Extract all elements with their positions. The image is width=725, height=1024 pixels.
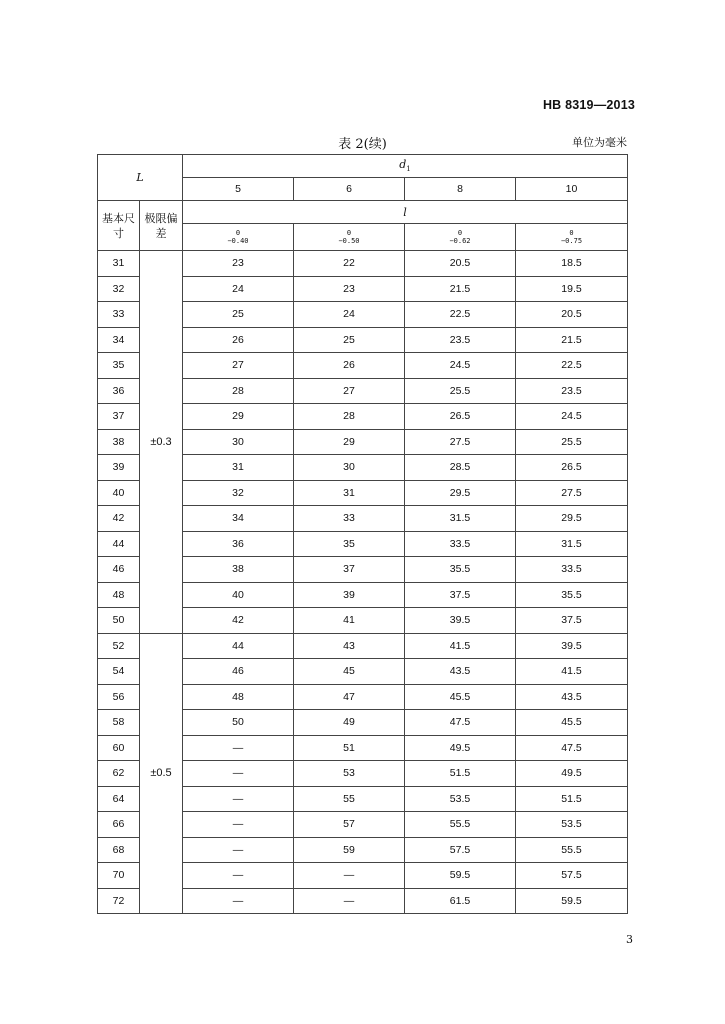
basic-size-cell: 54 <box>98 659 140 685</box>
l-value-cell: 21.5 <box>405 276 516 302</box>
l-value-cell: — <box>294 863 405 889</box>
l-value-cell: 29.5 <box>405 480 516 506</box>
tolerance-cell: 0 −0.75 <box>516 224 628 251</box>
l-value-cell: 18.5 <box>516 251 628 277</box>
header-d1: $d_1$ <box>183 155 628 178</box>
l-value-cell: 27.5 <box>516 480 628 506</box>
table-title: 表 2(续) <box>338 137 387 152</box>
l-value-cell: 45.5 <box>516 710 628 736</box>
l-value-cell: 53 <box>294 761 405 787</box>
l-value-cell: 20.5 <box>405 251 516 277</box>
l-value-cell: — <box>183 837 294 863</box>
l-value-cell: 49.5 <box>516 761 628 787</box>
l-value-cell: 43 <box>294 633 405 659</box>
l-value-cell: — <box>183 761 294 787</box>
l-value-cell: 27.5 <box>405 429 516 455</box>
l-value-cell: 33.5 <box>516 557 628 583</box>
basic-size-cell: 52 <box>98 633 140 659</box>
l-value-cell: — <box>183 888 294 914</box>
l-value-cell: 42 <box>183 608 294 634</box>
basic-size-cell: 68 <box>98 837 140 863</box>
l-value-cell: 57.5 <box>405 837 516 863</box>
l-value-cell: 55.5 <box>516 837 628 863</box>
l-value-cell: 29.5 <box>516 506 628 532</box>
l-value-cell: 24 <box>294 302 405 328</box>
basic-size-cell: 44 <box>98 531 140 557</box>
basic-size-cell: 34 <box>98 327 140 353</box>
l-value-cell: 30 <box>294 455 405 481</box>
header-limit-deviation: 极限偏差 <box>140 201 183 251</box>
l-value-cell: 44 <box>183 633 294 659</box>
l-value-cell: 51.5 <box>516 786 628 812</box>
unit-note: 单位为毫米 <box>572 136 627 149</box>
l-value-cell: 37.5 <box>405 582 516 608</box>
basic-size-cell: 48 <box>98 582 140 608</box>
l-value-cell: 45.5 <box>405 684 516 710</box>
l-value-cell: — <box>183 812 294 838</box>
l-value-cell: 28.5 <box>405 455 516 481</box>
l-value-cell: 39 <box>294 582 405 608</box>
l-value-cell: 57.5 <box>516 863 628 889</box>
limit-deviation-cell: ±0.3 <box>140 251 183 634</box>
l-value-cell: 30 <box>183 429 294 455</box>
l-value-cell: 46 <box>183 659 294 685</box>
l-value-cell: 22 <box>294 251 405 277</box>
l-value-cell: 39.5 <box>405 608 516 634</box>
page-number: 3 <box>626 933 633 946</box>
l-value-cell: 47.5 <box>405 710 516 736</box>
header-L: L <box>98 155 183 201</box>
l-value-cell: — <box>183 735 294 761</box>
dimension-table <box>97 154 628 914</box>
tolerance-cell: 0 −0.40 <box>183 224 294 251</box>
basic-size-cell: 46 <box>98 557 140 583</box>
l-value-cell: 47.5 <box>516 735 628 761</box>
l-value-cell: 19.5 <box>516 276 628 302</box>
basic-size-cell: 70 <box>98 863 140 889</box>
table-row <box>98 633 628 659</box>
d1-value: 8 <box>405 178 516 201</box>
l-value-cell: 27 <box>294 378 405 404</box>
l-value-cell: 26 <box>294 353 405 379</box>
l-value-cell: 41 <box>294 608 405 634</box>
d1-value: 6 <box>294 178 405 201</box>
l-value-cell: 37 <box>294 557 405 583</box>
l-value-cell: 59.5 <box>516 888 628 914</box>
basic-size-cell: 37 <box>98 404 140 430</box>
basic-size-cell: 72 <box>98 888 140 914</box>
l-value-cell: — <box>183 786 294 812</box>
l-value-cell: 28 <box>183 378 294 404</box>
l-value-cell: 25 <box>294 327 405 353</box>
basic-size-cell: 38 <box>98 429 140 455</box>
tolerance-cell: 0 −0.50 <box>294 224 405 251</box>
tolerance-cell: 0 −0.62 <box>405 224 516 251</box>
basic-size-cell: 62 <box>98 761 140 787</box>
l-value-cell: 23 <box>294 276 405 302</box>
l-value-cell: 39.5 <box>516 633 628 659</box>
l-value-cell: 28 <box>294 404 405 430</box>
l-value-cell: 23 <box>183 251 294 277</box>
l-value-cell: 37.5 <box>516 608 628 634</box>
basic-size-cell: 36 <box>98 378 140 404</box>
l-value-cell: 40 <box>183 582 294 608</box>
l-value-cell: 36 <box>183 531 294 557</box>
l-value-cell: 24.5 <box>516 404 628 430</box>
l-value-cell: 49 <box>294 710 405 736</box>
l-value-cell: 59.5 <box>405 863 516 889</box>
l-value-cell: 24.5 <box>405 353 516 379</box>
l-value-cell: 23.5 <box>516 378 628 404</box>
basic-size-cell: 33 <box>98 302 140 328</box>
l-value-cell: 38 <box>183 557 294 583</box>
l-value-cell: 31.5 <box>516 531 628 557</box>
l-value-cell: 25 <box>183 302 294 328</box>
basic-size-cell: 40 <box>98 480 140 506</box>
header-basic-size: 基本尺寸 <box>98 201 140 251</box>
basic-size-cell: 56 <box>98 684 140 710</box>
l-value-cell: 33.5 <box>405 531 516 557</box>
l-value-cell: 51.5 <box>405 761 516 787</box>
l-value-cell: 51 <box>294 735 405 761</box>
l-value-cell: 47 <box>294 684 405 710</box>
d1-value: 10 <box>516 178 628 201</box>
l-value-cell: 26.5 <box>405 404 516 430</box>
l-value-cell: 26 <box>183 327 294 353</box>
l-value-cell: 29 <box>294 429 405 455</box>
l-value-cell: 49.5 <box>405 735 516 761</box>
limit-deviation-cell: ±0.5 <box>140 633 183 914</box>
l-value-cell: 53.5 <box>516 812 628 838</box>
basic-size-cell: 39 <box>98 455 140 481</box>
l-value-cell: 24 <box>183 276 294 302</box>
l-value-cell: 34 <box>183 506 294 532</box>
standard-code: HB 8319—2013 <box>542 98 635 112</box>
basic-size-cell: 35 <box>98 353 140 379</box>
l-value-cell: 27 <box>183 353 294 379</box>
l-value-cell: 33 <box>294 506 405 532</box>
l-value-cell: 21.5 <box>516 327 628 353</box>
l-value-cell: 26.5 <box>516 455 628 481</box>
d1-value: 5 <box>183 178 294 201</box>
l-value-cell: 59 <box>294 837 405 863</box>
l-value-cell: — <box>294 888 405 914</box>
basic-size-cell: 64 <box>98 786 140 812</box>
l-value-cell: 45 <box>294 659 405 685</box>
basic-size-cell: 42 <box>98 506 140 532</box>
l-value-cell: 57 <box>294 812 405 838</box>
l-value-cell: 35.5 <box>405 557 516 583</box>
l-value-cell: 55 <box>294 786 405 812</box>
l-value-cell: 43.5 <box>405 659 516 685</box>
l-value-cell: 41.5 <box>405 633 516 659</box>
l-value-cell: 23.5 <box>405 327 516 353</box>
basic-size-cell: 31 <box>98 251 140 277</box>
l-value-cell: — <box>183 863 294 889</box>
l-value-cell: 41.5 <box>516 659 628 685</box>
l-value-cell: 35.5 <box>516 582 628 608</box>
l-value-cell: 22.5 <box>516 353 628 379</box>
l-value-cell: 61.5 <box>405 888 516 914</box>
table-row <box>98 251 628 277</box>
l-value-cell: 31.5 <box>405 506 516 532</box>
header-l: l <box>183 201 628 224</box>
l-value-cell: 35 <box>294 531 405 557</box>
basic-size-cell: 58 <box>98 710 140 736</box>
basic-size-cell: 60 <box>98 735 140 761</box>
l-value-cell: 31 <box>294 480 405 506</box>
l-value-cell: 43.5 <box>516 684 628 710</box>
l-value-cell: 48 <box>183 684 294 710</box>
basic-size-cell: 50 <box>98 608 140 634</box>
l-value-cell: 50 <box>183 710 294 736</box>
l-value-cell: 20.5 <box>516 302 628 328</box>
basic-size-cell: 32 <box>98 276 140 302</box>
basic-size-cell: 66 <box>98 812 140 838</box>
l-value-cell: 25.5 <box>405 378 516 404</box>
l-value-cell: 55.5 <box>405 812 516 838</box>
l-value-cell: 22.5 <box>405 302 516 328</box>
l-value-cell: 53.5 <box>405 786 516 812</box>
l-value-cell: 25.5 <box>516 429 628 455</box>
l-value-cell: 29 <box>183 404 294 430</box>
l-value-cell: 32 <box>183 480 294 506</box>
l-value-cell: 31 <box>183 455 294 481</box>
